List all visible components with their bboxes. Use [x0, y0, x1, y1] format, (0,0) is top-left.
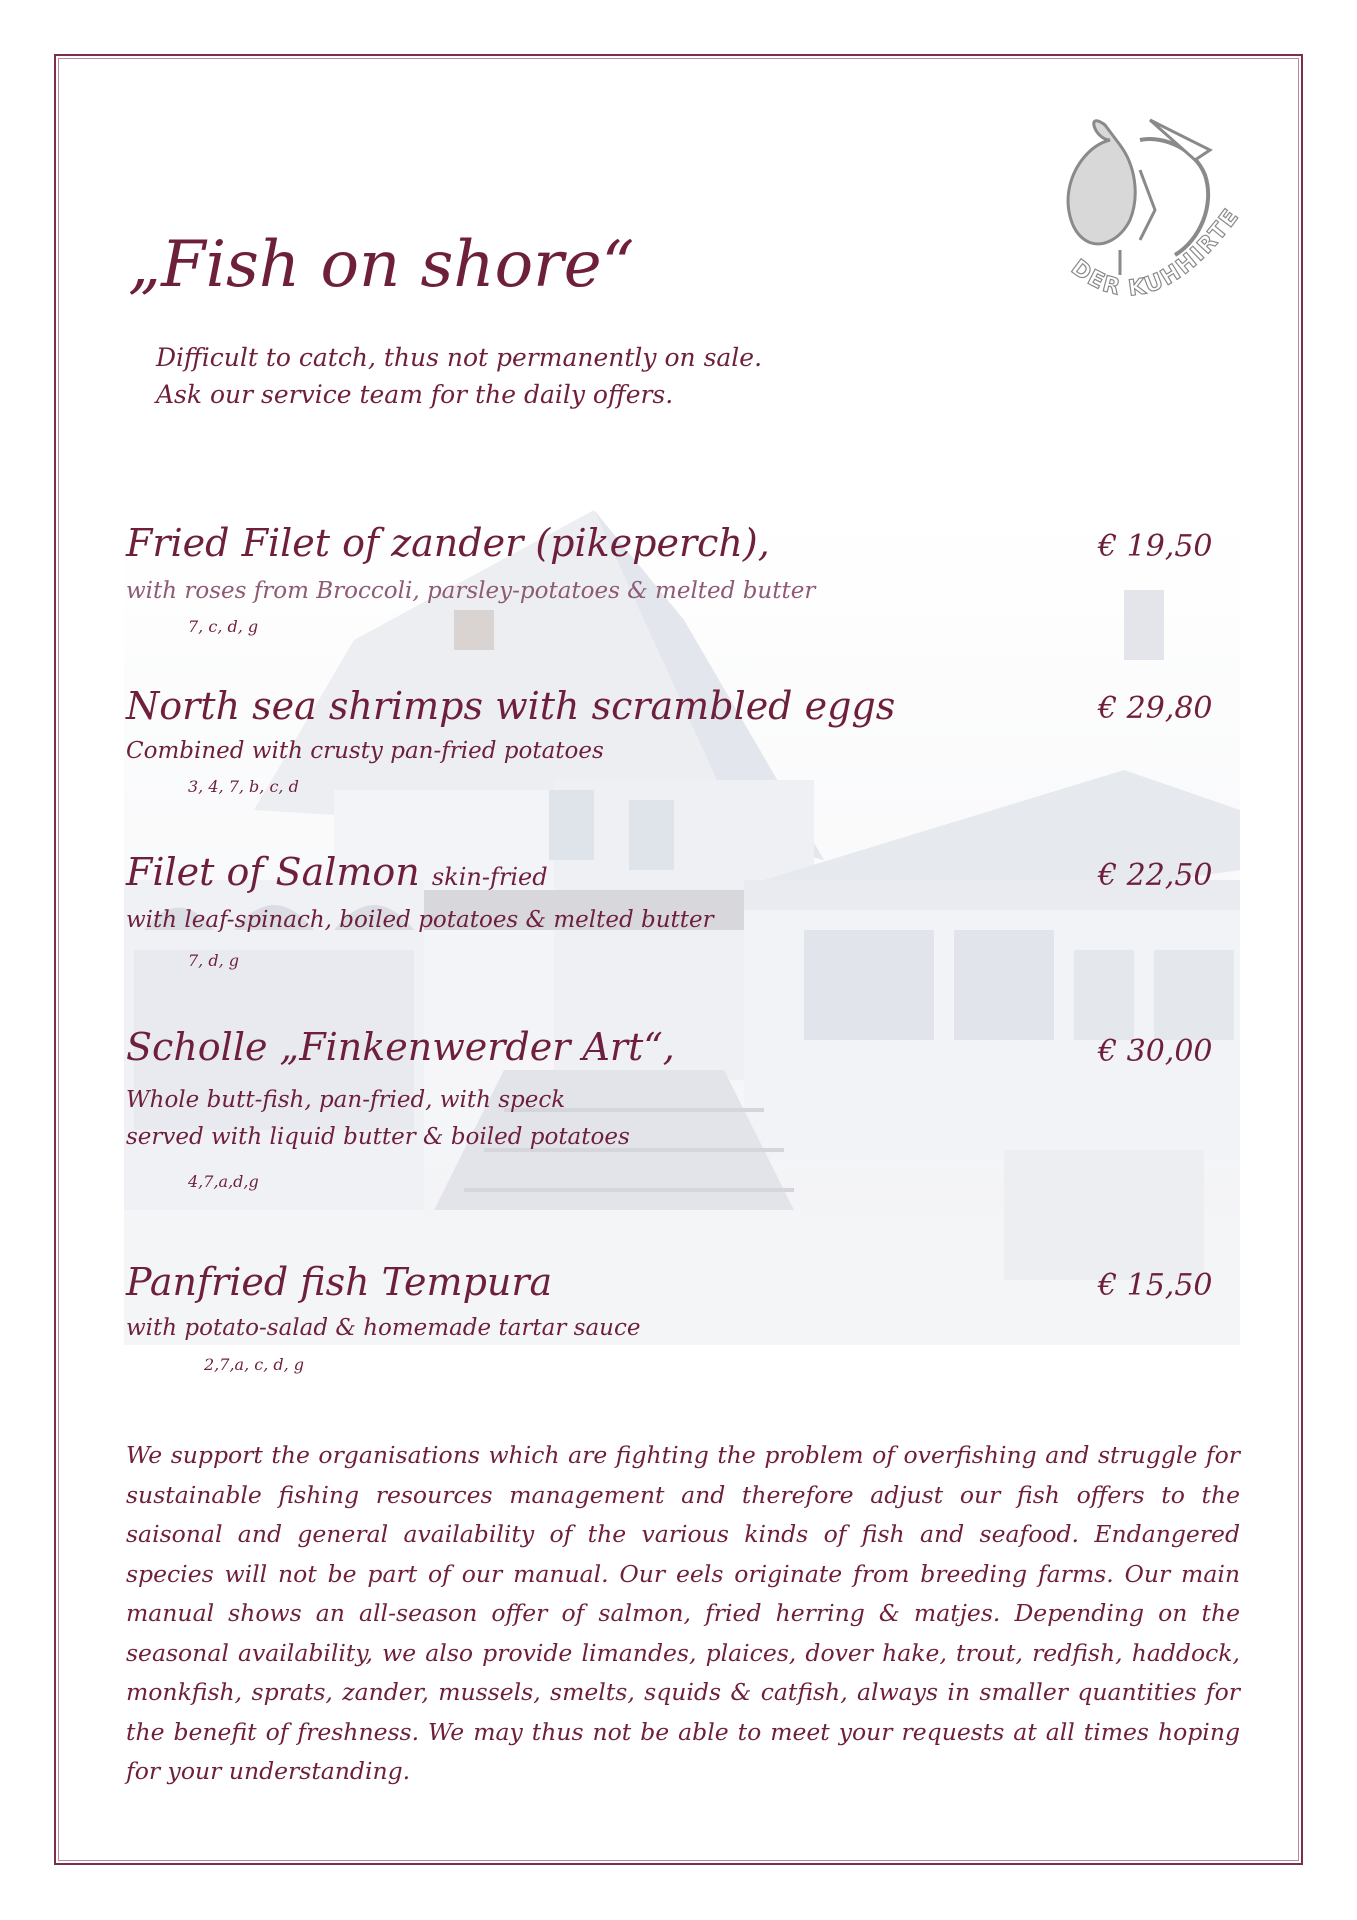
dish-allergens-scholle: 4,7,a,d,g [188, 1172, 259, 1191]
dish-name-scholle: Scholle „Finkenwerder Art“, [126, 1025, 675, 1069]
dish-price-salmon: € 22,50 [1098, 858, 1213, 893]
kuhhirte-logo [1050, 100, 1250, 320]
dish-allergens-zander: 7, c, d, g [188, 617, 259, 636]
dish-price-tempura: € 15,50 [1098, 1268, 1213, 1303]
dish-name-salmon [126, 850, 548, 894]
dish-allergens-shrimps: 3, 4, 7, b, c, d [188, 777, 299, 796]
dish-name-zander: Fried Filet of zander (pikeperch), [126, 521, 770, 565]
dish-name-shrimps: North sea shrimps with scrambled eggs [126, 684, 896, 728]
dish-desc-zander: with roses from Broccoli, parsley-potatoes & melted butter [126, 578, 816, 604]
dish-name-tempura: Panfried fish Tempura [126, 1260, 553, 1304]
dish-allergens-tempura: 2,7,a, c, d, g [204, 1355, 305, 1374]
dish-price-scholle: € 30,00 [1098, 1034, 1213, 1069]
dish-desc-salmon: with leaf-spinach, boiled potatoes & melted butter [126, 907, 714, 933]
dish-name-salmon-suffix: skin-fried [431, 863, 548, 891]
dish-desc-shrimps: Combined with crusty pan-fried potatoes [126, 738, 604, 764]
dish-price-shrimps: € 29,80 [1098, 691, 1213, 726]
dish-name-salmon-main: Filet of Salmon [126, 850, 420, 894]
dish-allergens-salmon: 7, d, g [188, 951, 240, 970]
dish-price-zander: € 19,50 [1098, 529, 1213, 564]
sustainability-note: We support the organisations which are fighting the problem of overfishing and struggle for sustainable fishing resources management and therefore adjust our fish offers to the saisonal and general availability of the various kinds of fish and seafood. Endangered species will not be part of our manual. Our eels originate from breeding farms. Our main manual shows an all-season offer of salmon, fried herring & matjes. Depending on the seasonal availability, we also provide limandes, plaices, dover hake, trout, redfish, haddock, monkfish, sprats, zander, mussels, smelts, squids & catfish, always in smaller quantities for the benefit of freshness. We may thus not be able to meet your requests at all times hoping for your understanding. [126, 1441, 1240, 1785]
dish-desc-scholle-2: served with liquid butter & boiled potatoes [126, 1124, 630, 1150]
logo-text: DER KUHHIRTE [1066, 203, 1245, 302]
dish-desc-scholle-1: Whole butt-fish, pan-fried, with speck [126, 1087, 566, 1113]
dish-desc-tempura: with potato-salad & homemade tartar sauce [126, 1315, 641, 1341]
subtitle-line-2: Ask our service team for the daily offers. [156, 380, 674, 409]
subtitle-line-1: Difficult to catch, thus not permanently on sale. [156, 343, 763, 372]
page-title: „Fish on shore“ [128, 228, 635, 302]
